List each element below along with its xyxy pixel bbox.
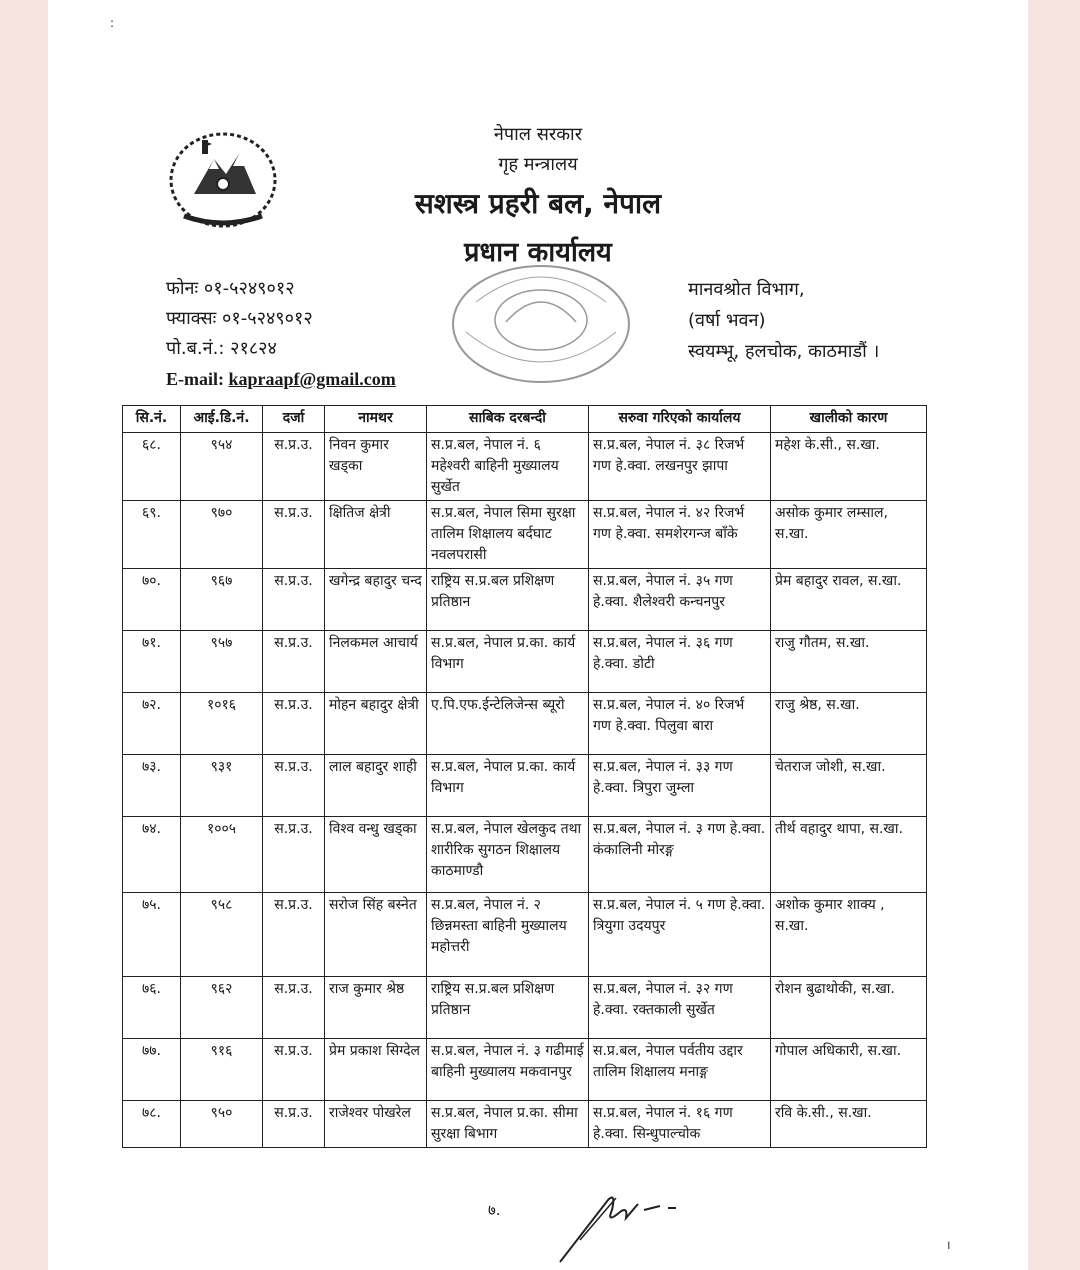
table-row <box>123 433 927 501</box>
cell-previous-post: स.प्र.बल, नेपाल प्र.का. सीमा सुरक्षा बिभाग <box>427 1101 589 1148</box>
col-header-serial: सि.नं. <box>123 406 181 433</box>
cell-transfer-office: स.प्र.बल, नेपाल नं. ४२ रिजर्भ गण हे.क्वा. समशेरगन्ज बाँके <box>589 501 771 569</box>
cell-name: लाल बहादुर शाही <box>325 755 427 817</box>
table-row <box>123 755 927 817</box>
cell-serial: ७०. <box>123 569 181 631</box>
cell-vacancy-reason: राजु गौतम, स.खा. <box>771 631 927 693</box>
cell-previous-post: स.प्र.बल, नेपाल प्र.का. कार्य विभाग <box>427 631 589 693</box>
page-number: ७. <box>488 1201 501 1219</box>
cell-rank: स.प्र.उ. <box>263 569 325 631</box>
cell-rank: स.प्र.उ. <box>263 631 325 693</box>
table-row <box>123 817 927 893</box>
po-box: पो.ब.नं.: २१८२४ <box>166 338 277 359</box>
cell-serial: ७८. <box>123 1101 181 1148</box>
cell-previous-post: राष्ट्रिय स.प्र.बल प्रशिक्षण प्रतिष्ठान <box>427 977 589 1039</box>
cell-serial: ७७. <box>123 1039 181 1101</box>
cell-previous-post: ए.पि.एफ.ईन्टेलिजेन्स ब्यूरो <box>427 693 589 755</box>
cell-id: ९५० <box>181 1101 263 1148</box>
cell-transfer-office: स.प्र.बल, नेपाल नं. १६ गण हे.क्वा. सिन्धुपाल्चोक <box>589 1101 771 1148</box>
table-row <box>123 631 927 693</box>
table-header-row <box>123 406 927 433</box>
cell-rank: स.प्र.उ. <box>263 817 325 893</box>
cell-transfer-office: स.प्र.बल, नेपाल पर्वतीय उद्दार तालिम शिक्षालय मनाङ्ग <box>589 1039 771 1101</box>
cell-id: ९६७ <box>181 569 263 631</box>
cell-name: सरोज सिंह बस्नेत <box>325 893 427 977</box>
cell-rank: स.प्र.उ. <box>263 501 325 569</box>
col-header-rank: दर्जा <box>263 406 325 433</box>
col-header-previous-post: साबिक दरबन्दी <box>427 406 589 433</box>
cell-transfer-office: स.प्र.बल, नेपाल नं. ३८ रिजर्भ गण हे.क्वा. लखनपुर झापा <box>589 433 771 501</box>
table-row <box>123 977 927 1039</box>
cell-previous-post: स.प्र.बल, नेपाल नं. ३ गढीमाई बाहिनी मुख्यालय मकवानपुर <box>427 1039 589 1101</box>
cell-serial: ७१. <box>123 631 181 693</box>
col-header-transfer-office: सरुवा गरिएको कार्यालय <box>589 406 771 433</box>
cell-id: ९१६ <box>181 1039 263 1101</box>
table-row <box>123 501 927 569</box>
contact-block <box>166 274 396 394</box>
table-row <box>123 1039 927 1101</box>
transfer-table <box>122 405 927 1148</box>
cell-vacancy-reason: रोशन बुढाथोकी, स.खा. <box>771 977 927 1039</box>
cell-rank: स.प्र.उ. <box>263 433 325 501</box>
cell-name: क्षितिज क्षेत्री <box>325 501 427 569</box>
cell-previous-post: स.प्र.बल, नेपाल नं. ६ महेश्वरी बाहिनी मुख्यालय सुर्खेत <box>427 433 589 501</box>
cell-name: निलकमल आचार्य <box>325 631 427 693</box>
cell-transfer-office: स.प्र.बल, नेपाल नं. ५ गण हे.क्वा. त्रियुगा उदयपुर <box>589 893 771 977</box>
department-address: स्वयम्भू, हलचोक, काठमाडौं । <box>688 341 880 362</box>
government-name: नेपाल सरकार <box>493 124 583 145</box>
cell-transfer-office: स.प्र.बल, नेपाल नं. ३२ गण हे.क्वा. रक्तकाली सुर्खेत <box>589 977 771 1039</box>
department-building: (वर्षा भवन) <box>688 310 766 331</box>
cell-vacancy-reason: राजु श्रेष्ठ, स.खा. <box>771 693 927 755</box>
cell-id: ९५४ <box>181 433 263 501</box>
cell-previous-post: स.प्र.बल, नेपाल प्र.का. कार्य विभाग <box>427 755 589 817</box>
email-label: E-mail: <box>166 369 224 389</box>
email-line <box>166 364 396 394</box>
cell-serial: ६८. <box>123 433 181 501</box>
fax-number: फ्याक्सः ०१-५२४९०१२ <box>166 308 313 329</box>
cell-id: ९५८ <box>181 893 263 977</box>
cell-vacancy-reason: चेतराज जोशी, स.खा. <box>771 755 927 817</box>
col-header-id: आई.डि.नं. <box>181 406 263 433</box>
corner-mark: : <box>110 16 115 30</box>
official-stamp-icon <box>446 262 636 392</box>
cell-id: ९३१ <box>181 755 263 817</box>
cell-previous-post: स.प्र.बल, नेपाल नं. २ छिन्नमस्ता बाहिनी मुख्यालय महोत्तरी <box>427 893 589 977</box>
cell-id: ९७० <box>181 501 263 569</box>
signature-icon <box>520 1180 700 1270</box>
cell-rank: स.प्र.उ. <box>263 893 325 977</box>
table-row <box>123 693 927 755</box>
cell-vacancy-reason: रवि के.सी., स.खा. <box>771 1101 927 1148</box>
cell-rank: स.प्र.उ. <box>263 693 325 755</box>
cell-name: विश्व वन्धु खड्का <box>325 817 427 893</box>
cell-transfer-office: स.प्र.बल, नेपाल नं. ४० रिजर्भ गण हे.क्वा. पिलुवा बारा <box>589 693 771 755</box>
ministry-name: गृह मन्त्रालय <box>498 154 578 175</box>
cell-previous-post: स.प्र.बल, नेपाल खेलकुद तथा शारीरिक सुगठन शिक्षालय काठमाण्डौ <box>427 817 589 893</box>
cell-id: ९६२ <box>181 977 263 1039</box>
office-name: प्रधान कार्यालय <box>464 237 612 268</box>
cell-previous-post: स.प्र.बल, नेपाल सिमा सुरक्षा तालिम शिक्षालय बर्दघाट नवलपरासी <box>427 501 589 569</box>
cell-previous-post: राष्ट्रिय स.प्र.बल प्रशिक्षण प्रतिष्ठान <box>427 569 589 631</box>
cell-transfer-office: स.प्र.बल, नेपाल नं. ३ गण हे.क्वा. कंकालिनी मोरङ्ग <box>589 817 771 893</box>
cell-name: खगेन्द्र बहादुर चन्द <box>325 569 427 631</box>
phone-number: फोनः ०१-५२४९०१२ <box>166 278 295 299</box>
cell-id: १०१६ <box>181 693 263 755</box>
department-name: मानवश्रोत विभाग, <box>688 279 805 300</box>
force-name: सशस्त्र प्रहरी बल, नेपाल <box>414 187 662 220</box>
cell-serial: ७६. <box>123 977 181 1039</box>
cell-name: राज कुमार श्रेष्ठ <box>325 977 427 1039</box>
cell-serial: ७४. <box>123 817 181 893</box>
margin-mark: । <box>946 1238 951 1252</box>
cell-transfer-office: स.प्र.बल, नेपाल नं. ३३ गण हे.क्वा. त्रिपुरा जुम्ला <box>589 755 771 817</box>
cell-rank: स.प्र.उ. <box>263 977 325 1039</box>
nepal-emblem-icon <box>164 124 282 232</box>
cell-serial: ७२. <box>123 693 181 755</box>
cell-serial: ७३. <box>123 755 181 817</box>
cell-id: १००५ <box>181 817 263 893</box>
cell-name: मोहन बहादुर क्षेत्री <box>325 693 427 755</box>
email-link[interactable]: kapraapf@gmail.com <box>228 369 396 389</box>
table-row <box>123 893 927 977</box>
cell-serial: ७५. <box>123 893 181 977</box>
cell-serial: ६९. <box>123 501 181 569</box>
department-block <box>688 274 879 367</box>
table-row <box>123 1101 927 1148</box>
cell-rank: स.प्र.उ. <box>263 755 325 817</box>
cell-vacancy-reason: तीर्थ वहादुर थापा, स.खा. <box>771 817 927 893</box>
col-header-name: नामथर <box>325 406 427 433</box>
cell-name: निवन कुमार खड्का <box>325 433 427 501</box>
cell-vacancy-reason: अशोक कुमार शाक्य , स.खा. <box>771 893 927 977</box>
cell-name: प्रेम प्रकाश सिग्देल <box>325 1039 427 1101</box>
cell-name: राजेश्वर पोखरेल <box>325 1101 427 1148</box>
cell-vacancy-reason: प्रेम बहादुर रावल, स.खा. <box>771 569 927 631</box>
cell-vacancy-reason: महेश के.सी., स.खा. <box>771 433 927 501</box>
cell-transfer-office: स.प्र.बल, नेपाल नं. ३६ गण हे.क्वा. डोटी <box>589 631 771 693</box>
cell-rank: स.प्र.उ. <box>263 1101 325 1148</box>
cell-rank: स.प्र.उ. <box>263 1039 325 1101</box>
col-header-vacancy-reason: खालीको कारण <box>771 406 927 433</box>
cell-vacancy-reason: असोक कुमार लम्साल, स.खा. <box>771 501 927 569</box>
cell-id: ९५७ <box>181 631 263 693</box>
cell-vacancy-reason: गोपाल अधिकारी, स.खा. <box>771 1039 927 1101</box>
cell-transfer-office: स.प्र.बल, नेपाल नं. ३५ गण हे.क्वा. शैलेश्वरी कन्चनपुर <box>589 569 771 631</box>
table-row <box>123 569 927 631</box>
